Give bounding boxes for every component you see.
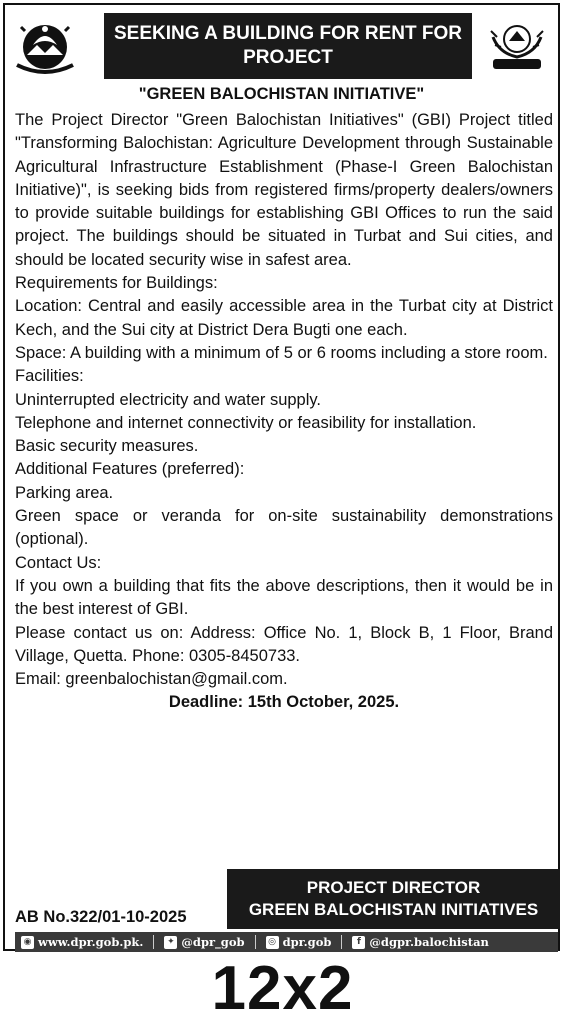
ad-title-banner — [104, 13, 472, 79]
twitter-icon: ✦ — [164, 936, 177, 949]
twitter-handle: @dpr_gob — [181, 935, 245, 949]
facilities-heading: Facilities: — [15, 367, 84, 386]
instagram-handle: dpr.gob — [282, 935, 332, 949]
advertisement-frame — [3, 3, 560, 951]
location-requirement: Location: Central and easily accessible area in the Turbat city at District Kech, and the Sui city at District Dera Bugti one each. — [15, 297, 553, 339]
government-seal-icon — [483, 15, 551, 79]
project-director-line-2: GREEN BALOCHISTAN INITIATIVES — [248, 900, 539, 919]
balochistan-emblem-icon — [11, 15, 79, 79]
divider — [341, 935, 342, 949]
website-link[interactable] — [21, 935, 143, 949]
additional-features-heading: Additional Features (preferred): — [15, 460, 245, 479]
instagram-icon: ◎ — [266, 936, 279, 949]
facebook-handle: @dgpr.balochistan — [369, 935, 489, 949]
social-media-bar — [15, 932, 558, 952]
facebook-link[interactable] — [352, 935, 489, 949]
facebook-icon: f — [352, 936, 365, 949]
facility-item-telephone: Telephone and internet connectivity or feasibility for installation. — [15, 413, 477, 432]
ad-size-label: 12x2 — [211, 954, 354, 1023]
contact-heading: Contact Us: — [15, 553, 102, 572]
ad-title-line-2: PROJECT — [243, 47, 333, 68]
website-text: www.dpr.gob.pk. — [38, 935, 144, 949]
ad-subtitle: "GREEN BALOCHISTAN INITIATIVE" — [138, 85, 425, 103]
divider — [255, 935, 256, 949]
facility-item-electricity: Uninterrupted electricity and water supply. — [15, 390, 322, 409]
project-director-banner — [227, 869, 560, 929]
facility-item-security: Basic security measures. — [15, 437, 199, 456]
project-director-line-1: PROJECT DIRECTOR — [306, 878, 481, 897]
deadline-text: Deadline: 15th October, 2025. — [168, 693, 400, 712]
ad-body — [15, 109, 553, 715]
intro-paragraph: The Project Director "Green Balochistan Initiatives" (GBI) Project titled "Transforming Balochistan: Agriculture Development through Sustainable Agricultural Infrastructure Establishment (Phase-I Green Balochistan Initiative)", is seeking bids from registered firms/property dealers/owners to provide suitable buildings for establishing GBI Offices to run the said project. The buildings should be situated in Turbat and Sui cities, and should be located security wise in safest area. — [15, 111, 553, 269]
additional-item-parking: Parking area. — [15, 483, 114, 502]
additional-item-green-space: Green space or veranda for on-site sustainability demonstrations (optional). — [15, 507, 553, 549]
contact-address: Please contact us on: Address: Office No. 1, Block B, 1 Floor, Brand Village, Quetta. Phone: 0305-8450733. — [15, 623, 553, 665]
twitter-link[interactable] — [164, 935, 244, 949]
instagram-link[interactable] — [266, 935, 332, 949]
contact-paragraph-1: If you own a building that fits the above descriptions, then it would be in the best interest of GBI. — [15, 576, 553, 619]
space-requirement: Space: A building with a minimum of 5 or 6 rooms including a store room. — [15, 343, 548, 362]
requirements-heading: Requirements for Buildings: — [15, 274, 218, 293]
ad-title-line-1: SEEKING A BUILDING FOR RENT FOR — [114, 23, 462, 44]
globe-icon: ◉ — [21, 936, 34, 949]
ab-number: AB No.322/01-10-2025 — [15, 908, 187, 926]
divider — [153, 935, 154, 949]
contact-email: Email: greenbalochistan@gmail.com. — [15, 670, 288, 689]
